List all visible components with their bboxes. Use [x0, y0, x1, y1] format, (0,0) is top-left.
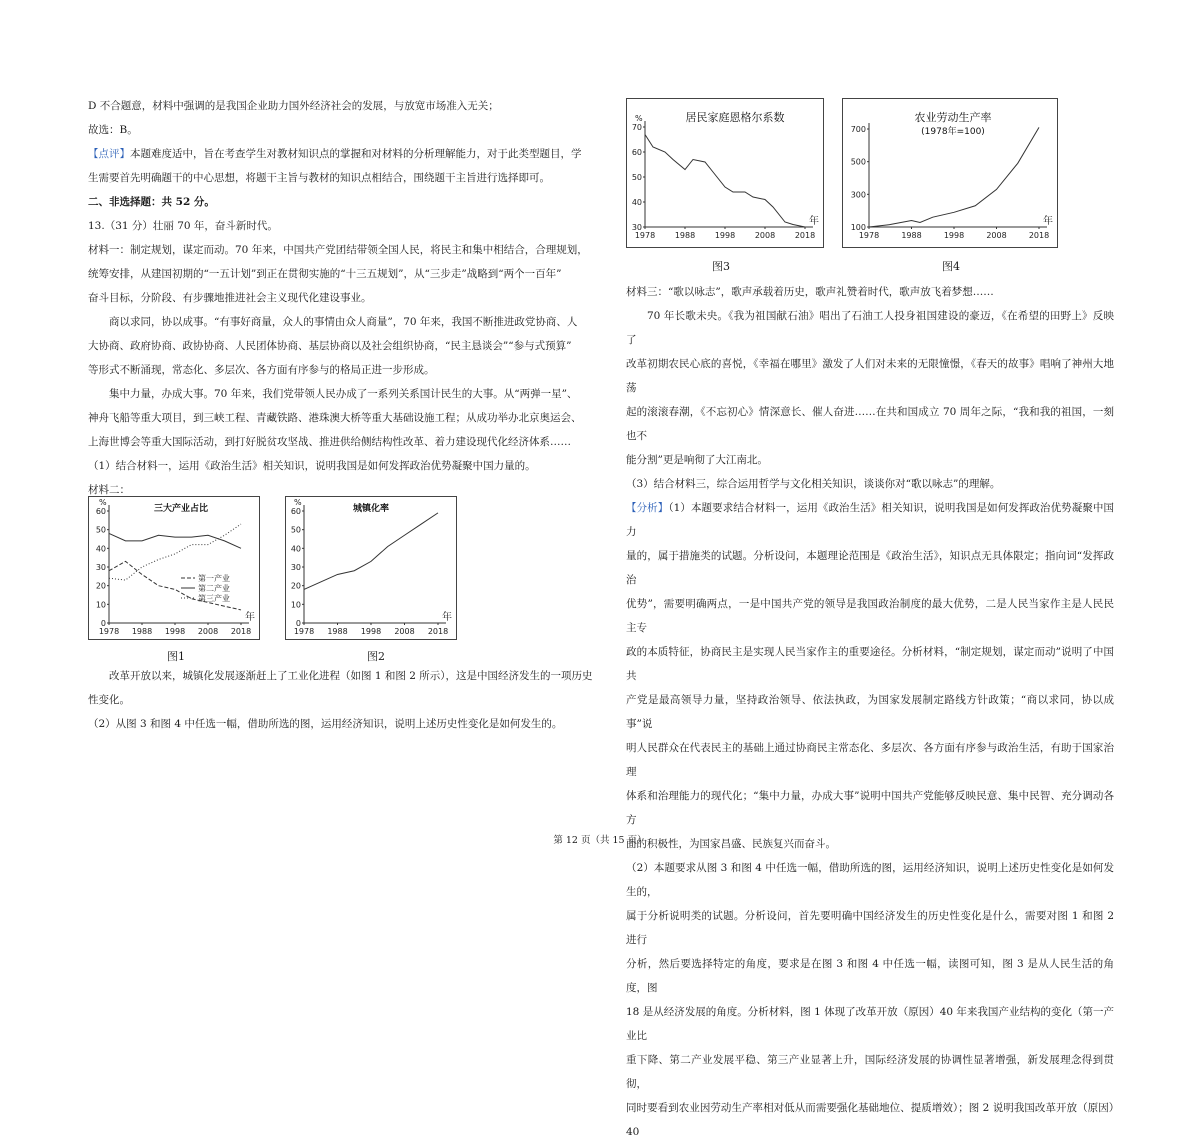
text-line: 性变化。 [88, 694, 130, 706]
x-tick-label: 1988 [131, 627, 153, 636]
chart-subtitle: (1978年=100) [921, 127, 985, 137]
x-tick-label: 1988 [327, 627, 348, 636]
text-line: 大协商、政府协商、政协协商、人民团体协商、基层协商以及社会组织协商，“民主恳谈会”“参与式预算” [88, 340, 572, 352]
x-tick-label: 1998 [714, 231, 736, 240]
y-tick-label: 20 [290, 581, 301, 591]
y-unit-label: % [99, 498, 107, 507]
y-tick-label: 30 [631, 223, 642, 232]
text-line: （1）本题要求结合材料一，运用《政治生活》相关知识，说明我国是如何发挥政治优势凝聚中国力 [626, 502, 1114, 538]
x-tick-label: 1988 [674, 231, 696, 240]
figure-1-chart [89, 497, 259, 639]
figure-1 [88, 496, 260, 640]
text-line: 属于分析说明类的试题。分析设问，首先要明确中国经济发生的历史性变化是什么，需要对图 1 和图 2 进行 [626, 910, 1114, 946]
series-line-3 [109, 524, 241, 580]
text-line: 材料一：制定规划，谋定而动。70 年来，中国共产党团结带领全国人民，将民主和集中相结合，合理规划， [88, 244, 588, 256]
text-line: 面的积极性，为国家昌盛、民族复兴而奋斗。 [626, 838, 836, 850]
x-tick-label: 2018 [794, 231, 816, 240]
series-line-1 [304, 513, 438, 590]
text-line: （2）从图 3 和图 4 中任选一幅，借助所选的图，运用经济知识，说明上述历史性变化是如何发生的。 [88, 718, 563, 730]
x-unit-label: 年 [245, 612, 255, 623]
x-tick-label: 1978 [98, 627, 120, 636]
x-tick-label: 2008 [394, 627, 415, 636]
text-line: 能分割”更是响彻了大江南北。 [626, 454, 768, 466]
x-tick-label: 1998 [943, 231, 965, 240]
y-tick-label: 30 [290, 563, 301, 572]
y-tick-label: 0 [100, 619, 106, 628]
x-tick-label: 1988 [901, 231, 922, 240]
y-unit-label: % [294, 498, 302, 507]
section-heading: 二、非选择题：共 52 分。 [88, 196, 215, 208]
text-line: 材料三：“歌以咏志”，歌声承载着历史，歌声礼赞着时代，歌声放飞着梦想…… [626, 286, 994, 298]
x-tick-label: 2008 [754, 231, 776, 240]
legend-label: 第三产业 [198, 594, 230, 603]
x-tick-label: 1978 [634, 231, 656, 240]
x-tick-label: 1978 [858, 231, 880, 240]
chart-title: 城镇化率 [352, 504, 390, 514]
y-tick-label: 700 [850, 125, 866, 134]
figure-2-chart [286, 497, 456, 639]
text-line: 等形式不断涌现，常态化、多层次、各方面有序参与的格局正进一步形成。 [88, 364, 435, 376]
text-line: 商以求同，协以成事。“有事好商量，众人的事情由众人商量”，70 年来，我国不断推进政党协商、人 [109, 316, 578, 328]
text-line: 改革初期农民心底的喜悦，《幸福在哪里》激发了人们对未来的无限憧憬，《春天的故事》唱响了神州大地荡 [626, 358, 1114, 394]
analysis-paragraph [626, 496, 1114, 544]
chart-title: 农业劳动生产率 [914, 111, 992, 124]
text-line: 集中力量，办成大事。70 年来，我们党带领人民办成了一系列关系国计民生的大事。从“两弹一星”、 [109, 388, 578, 400]
x-unit-label: 年 [809, 216, 819, 227]
x-tick-label: 1998 [164, 627, 186, 636]
page-footer: 第 12 页（共 15 页） [553, 835, 647, 846]
y-tick-label: 40 [290, 544, 301, 554]
y-tick-label: 10 [95, 600, 106, 610]
figure-4 [842, 98, 1058, 248]
figure-2 [285, 496, 457, 640]
y-tick-label: 60 [290, 507, 301, 516]
x-tick-label: 2018 [1028, 231, 1050, 240]
y-tick-label: 40 [95, 544, 106, 554]
text-line: 生需要首先明确题干的中心思想，将题干主旨与教材的知识点相结合，围绕题干主旨进行选择即可。 [88, 172, 550, 184]
y-tick-label: 50 [95, 525, 106, 535]
figure-2-caption: 图2 [367, 650, 385, 663]
text-line: 优势”，需要明确两点，一是中国共产党的领导是我国政治制度的最大优势，二是人民当家作主是人民民主专 [626, 598, 1114, 634]
y-tick-label: 50 [631, 173, 642, 182]
y-tick-label: 20 [95, 581, 106, 591]
text-line: 奋斗目标，分阶段、有步骤地推进社会主义现代化建设事业。 [88, 292, 372, 304]
text-line: 上海世博会等重大国际活动，到打好脱贫攻坚战、推进供给侧结构性改革、着力建设现代化经济体系…… [88, 436, 571, 448]
figure-3 [626, 98, 824, 248]
x-tick-label: 1998 [360, 627, 382, 636]
series-line-1 [869, 127, 1039, 227]
text-line: 故选：B。 [88, 124, 138, 136]
text-line: 改革开放以来，城镇化发展逐渐赶上了工业化进程（如图 1 和图 2 所示），这是中国经济发生的一项历史 [109, 670, 593, 682]
text-line: 重下降、第二产业发展平稳、第三产业显著上升，国际经济发展的协调性显著增强，新发展理念得到贯彻， [626, 1054, 1114, 1090]
x-tick-label: 1978 [293, 627, 315, 636]
comment-paragraph [88, 142, 598, 166]
y-tick-label: 0 [295, 619, 301, 628]
y-tick-label: 70 [631, 123, 642, 132]
text-line: 同时要看到农业因劳动生产率相对低从而需要强化基础地位、提质增效）；图 2 说明我国改革开放（原因）40 [626, 1102, 1114, 1138]
text-line: D 不合题意，材料中强调的是我国企业助力国外经济社会的发展，与放宽市场准入无关； [88, 100, 499, 112]
y-tick-label: 60 [631, 148, 642, 157]
y-tick-label: 500 [850, 157, 866, 167]
y-unit-label: % [635, 114, 643, 123]
text-line: 材料二： [88, 484, 130, 496]
x-tick-label: 2008 [986, 231, 1007, 240]
text-line: 产党是最高领导力量，坚持政治领导、依法执政，为国家发展制定路线方针政策；“商以求同，协以成事”说 [626, 694, 1114, 730]
series-line-2 [109, 533, 241, 548]
left-column [88, 94, 598, 502]
question-heading: 13.（31 分）壮丽 70 年，奋斗新时代。 [88, 220, 278, 232]
comment-tag: 【点评】 [88, 148, 130, 160]
text-line: （3）结合材料三，综合运用哲学与文化相关知识，谈谈你对“歌以咏志”的理解。 [626, 478, 1001, 490]
y-tick-label: 60 [95, 507, 106, 516]
chart-title: 居民家庭恩格尔系数 [685, 111, 785, 124]
text-line: 明人民群众在代表民主的基础上通过协商民主常态化、多层次、各方面有序参与政治生活，有助于国家治理 [626, 742, 1114, 778]
figure-4-caption: 图4 [942, 260, 960, 273]
y-tick-label: 40 [631, 198, 642, 207]
figure-4-chart [843, 99, 1057, 247]
figure-3-caption: 图3 [712, 260, 730, 273]
x-tick-label: 2008 [197, 627, 219, 636]
text-line: 起的滚滚春潮，《不忘初心》情深意长、催人奋进……在共和国成立 70 周年之际，“我和我的祖国，一刻也不 [626, 406, 1114, 442]
chart-title: 三大产业占比 [153, 504, 209, 514]
x-tick-label: 2018 [427, 627, 449, 636]
text-line: 政的本质特征，协商民主是实现人民当家作主的重要途径。分析材料，“制定规划，谋定而动”说明了中国共 [626, 646, 1114, 682]
figure-1-caption: 图1 [167, 650, 185, 663]
text-line: 体系和治理能力的现代化；“集中力量，办成大事”说明中国共产党能够反映民意、集中民智、充分调动各方 [626, 790, 1114, 826]
text-line: 神舟飞船等重大项目，到三峡工程、青藏铁路、港珠澳大桥等重大基础设施工程；从成功举办北京奥运会、 [88, 412, 582, 424]
text-line: （1）结合材料一，运用《政治生活》相关知识，说明我国是如何发挥政治优势凝聚中国力量的。 [88, 460, 536, 472]
y-tick-label: 50 [290, 525, 301, 535]
x-tick-label: 2018 [230, 627, 252, 636]
figure-3-chart [627, 99, 823, 247]
series-line-1 [645, 135, 805, 228]
text-line: 统筹安排，从建国初期的“一五计划”到正在贯彻实施的“十三五规划”，从“三步走”战略到“两个一百年” [88, 268, 562, 280]
text-line: 分析，然后要选择特定的角度，要求是在图 3 和图 4 中任选一幅，读图可知，图 3 是从人民生活的角度，图 [626, 958, 1114, 994]
text-line: 18 是从经济发展的角度。分析材料，图 1 体现了改革开放（原因）40 年来我国产业结构的变化（第一产业比 [626, 1006, 1114, 1042]
legend-label: 第二产业 [198, 584, 230, 593]
left-after-figures [88, 664, 598, 736]
y-tick-label: 30 [95, 563, 106, 572]
right-column [626, 280, 1114, 1144]
text-line: 本题难度适中，旨在考查学生对教材知识点的掌握和对材料的分析理解能力，对于此类型题目，学 [130, 148, 582, 160]
y-tick-label: 100 [850, 223, 866, 232]
y-tick-label: 300 [850, 190, 866, 200]
text-line: 量的，属于措施类的试题。分析设问，本题理论范围是《政治生活》，知识点无具体限定；指向词“发挥政治 [626, 550, 1114, 586]
text-line: 70 年长歌未央。《我为祖国献石油》唱出了石油工人投身祖国建设的豪迈，《在希望的田野上》反映了 [626, 310, 1114, 346]
text-line: （2）本题要求从图 3 和图 4 中任选一幅，借助所选的图，运用经济知识，说明上述历史性变化是如何发生的， [626, 862, 1114, 898]
analysis-tag: 【分析】 [626, 502, 669, 514]
y-tick-label: 10 [290, 600, 301, 610]
x-unit-label: 年 [1043, 216, 1053, 227]
x-unit-label: 年 [442, 612, 452, 623]
legend-label: 第一产业 [198, 574, 230, 583]
